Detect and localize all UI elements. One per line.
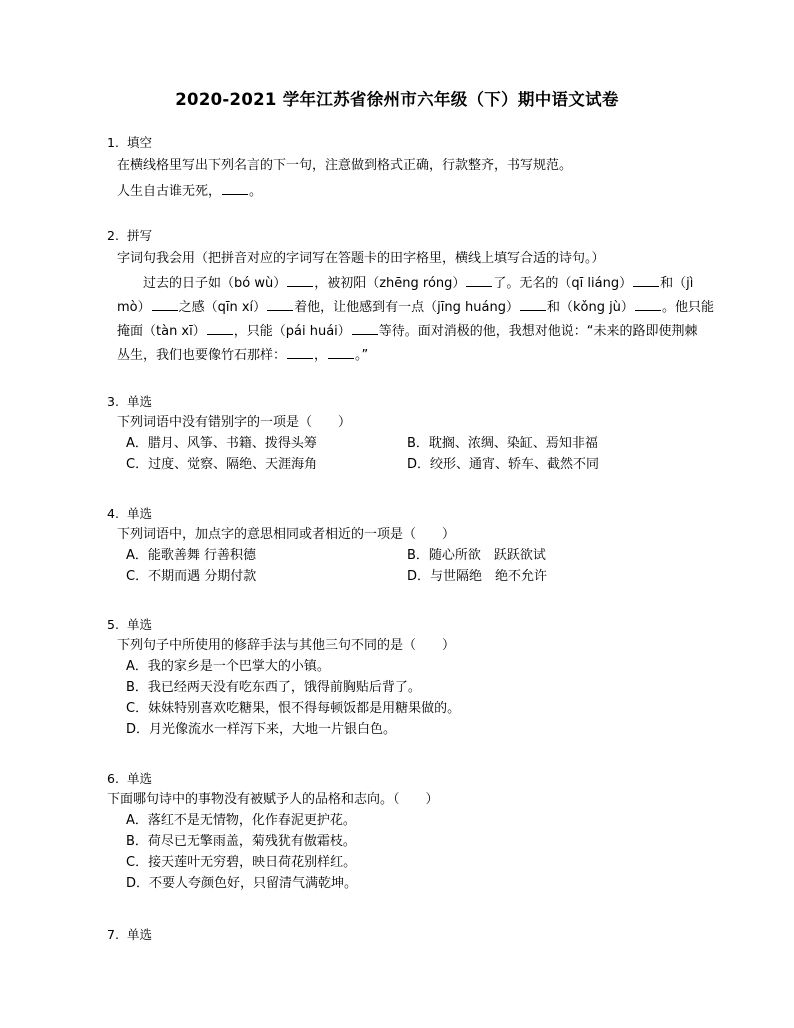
question-5 [107,614,707,740]
question-header [107,768,707,789]
option-row [126,433,707,454]
question-type: 单选 [126,394,152,409]
question-header [107,924,707,945]
option-d[interactable]: D．不要人夸颜色好，只留清气满乾坤。 [126,876,358,891]
question-type: 拼写 [126,228,152,243]
option-a[interactable]: A．腊月、风筝、书籍、拨得头筹 [126,436,317,451]
option-c[interactable]: C．过度、觉察、隔绝、天涯海角 [126,457,318,472]
passage-text: 过去的日子如（bó wù） [143,276,287,291]
passage-text: ，被初阳（zhēng róng） [314,276,466,291]
question-type: 单选 [126,927,152,942]
option-d[interactable]: D．与世隔绝 绝不允许 [407,569,548,584]
question-number: 3. [107,394,119,409]
question-stem: 下面哪句诗中的事物没有被赋予人的品格和志向。（ ） [107,792,439,807]
passage-line [117,296,714,320]
answer-blank[interactable] [152,298,178,311]
option-row [126,566,707,587]
question-header [107,391,707,412]
question-instruction: 在横线格里写出下列名言的下一句，注意做到格式正确，行款整齐，书写规范。 [117,158,573,173]
passage-text: 之感（qīn xí） [178,300,267,315]
passage-text: ，只能（pái huái） [233,324,351,339]
answer-blank[interactable] [207,322,233,335]
question-stem: 下列句子中所使用的修辞手法与其他三句不同的是（ ） [117,638,456,653]
page-title: 2020-2021 学年江苏省徐州市六年级（下）期中语文试卷 [175,90,619,109]
passage-text: 。” [355,348,369,363]
question-stem: 下列词语中，加点字的意思相同或者相近的一项是（ ） [117,527,456,542]
passage-text: 和（jì [660,276,694,291]
options [107,545,707,587]
answer-blank[interactable] [287,274,313,287]
question-stem: 下列词语中没有错别字的一项是（ ） [117,415,352,430]
option-b[interactable]: B．耽搁、浓绸、染缸、焉知非福 [407,436,598,451]
option-d[interactable]: D．绞形、通宵、轿车、截然不同 [407,457,600,472]
option-c[interactable]: C．不期而遇 分期付款 [126,569,257,584]
answer-blank[interactable] [635,298,661,311]
answer-blank[interactable] [328,346,354,359]
option-row [126,545,707,566]
option-d[interactable]: D．月光像流水一样泻下来，大地一片银白色。 [126,722,397,737]
question-number: 5. [107,617,119,632]
options [107,656,707,740]
option-b[interactable]: B．我已经两天没有吃东西了，饿得前胸贴后背了。 [126,680,421,695]
question-instruction: 字词句我会用（把拼音对应的字词写在答题卡的田字格里，横线上填写合适的诗句。） [117,251,605,266]
passage-text: 掩面（tàn xī） [117,324,206,339]
passage-text: 等待。面对消极的他，我想对他说：“未来的路即使荆棘 [378,324,698,339]
poem-punct: 。 [249,184,263,199]
question-number: 7. [107,927,119,942]
question-1 [107,132,707,202]
answer-blank[interactable] [520,298,546,311]
answer-blank[interactable] [267,298,293,311]
question-3 [107,391,707,475]
option-a[interactable]: A．落红不是无情物，化作春泥更护花。 [126,813,356,828]
option-row [126,454,707,475]
question-7 [107,924,707,945]
question-number: 4. [107,506,119,521]
passage-text: 。他只能 [661,300,714,315]
question-header [107,225,707,246]
answer-blank[interactable] [633,274,659,287]
answer-blank[interactable] [352,322,378,335]
question-type: 单选 [126,506,152,521]
poem-line: 人生自古谁无死， [117,184,222,199]
question-number: 6. [107,771,119,786]
passage [107,272,714,368]
question-number: 1. [107,135,119,150]
question-type: 单选 [126,771,152,786]
passage-text: 着他，让他感到有一点（jīng huáng） [294,300,519,315]
passage-line [117,272,707,296]
option-c[interactable]: C．接天莲叶无穷碧，映日荷花别样红。 [126,855,357,870]
option-a[interactable]: A．我的家乡是一个巴掌大的小镇。 [126,659,330,674]
options [107,810,707,894]
passage-text: mò） [117,300,151,315]
option-a[interactable]: A．能歌善舞 行善积德 [126,548,257,563]
options [107,433,707,475]
passage-line [117,320,707,344]
passage-text: ， [314,348,328,363]
question-header [107,132,707,153]
passage-text: 和（kǒng jù） [546,300,634,315]
answer-blank[interactable] [466,274,492,287]
option-b[interactable]: B．随心所欲 跃跃欲试 [407,548,546,563]
question-number: 2. [107,228,119,243]
fill-line [107,181,707,202]
question-header [107,503,707,524]
passage-text: 了。无名的（qī liáng） [493,276,633,291]
question-6 [107,768,707,894]
question-header [107,614,707,635]
option-b[interactable]: B．荷尽已无擎雨盖，菊残犹有傲霜枝。 [126,834,356,849]
question-type: 单选 [126,617,152,632]
question-2 [107,225,714,368]
answer-blank[interactable] [287,346,313,359]
option-c[interactable]: C．妹妹特别喜欢吃糖果，恨不得每顿饭都是用糖果做的。 [126,701,461,716]
passage-line [117,344,707,368]
passage-text: 丛生，我们也要像竹石那样： [117,348,287,363]
question-type: 填空 [126,135,152,150]
question-4 [107,503,707,587]
answer-blank[interactable] [222,182,248,195]
